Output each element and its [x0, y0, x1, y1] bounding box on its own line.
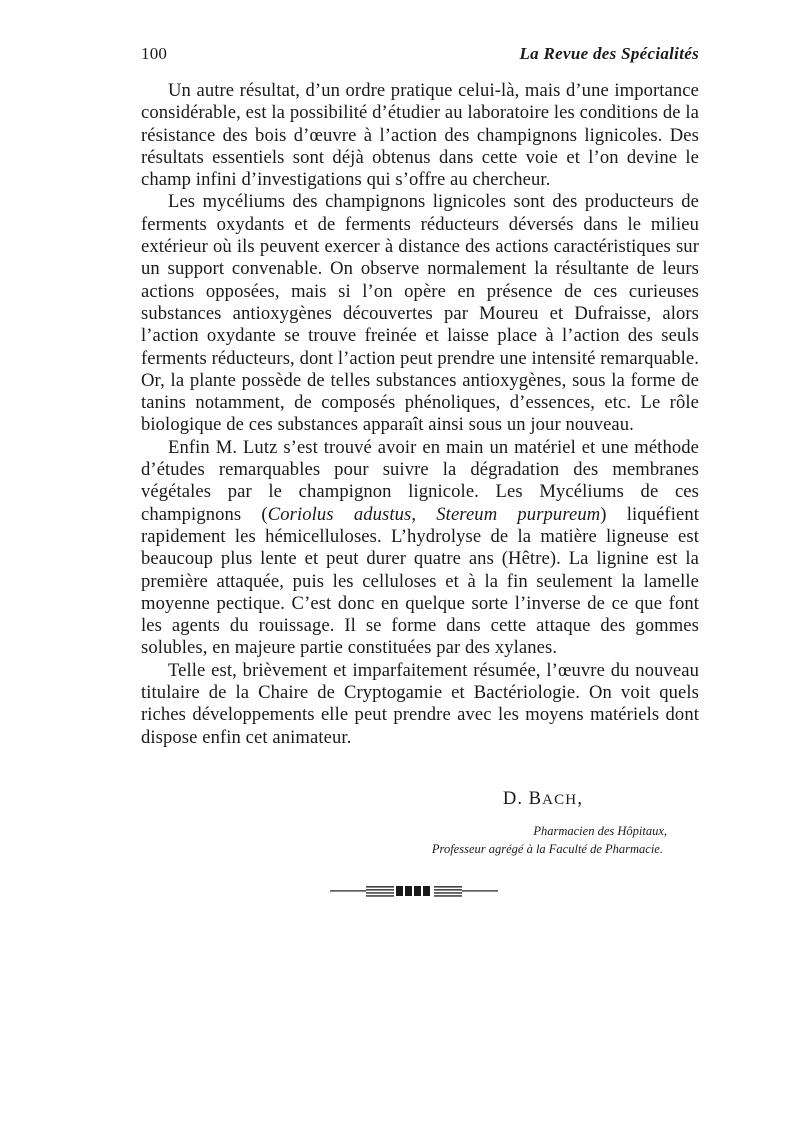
paragraph: Telle est, brièvement et imparfaitement résumée, l’œuvre du nouveau titulaire de la Chaire de Cryptogamie et Bactériologie. On voit quels riches développements elle peut prendre avec les moyens matériels dont dispose enfin cet animateur. — [141, 659, 699, 748]
paragraph-text: Enfin M. Lutz s’est trouvé avoir en main un matériel et une méthode d’études remarquables pour suivre la dégradation des membranes végétales par le champignon lignicole. Les Mycéliums de ces champignons ( — [141, 436, 699, 525]
signature-block — [141, 788, 699, 858]
species-name: Coriolus adustus — [267, 503, 412, 525]
running-title: La Revue des Spécialités — [519, 44, 699, 63]
author-name — [141, 788, 583, 810]
species-name: Stereum purpureum — [436, 503, 601, 525]
author-title: Professeur agrégé à la Faculté de Pharmacie. — [431, 842, 663, 856]
paragraph: Un autre résultat, d’un ordre pratique celui-là, mais d’une importance considérable, est la possibilité d’étudier au laboratoire les conditions de la résistance des bois d’œuvre à l’action des champignons lignicoles. Des résultats essentiels sont déjà obtenus dans cette voie et l’on devine le champ infini d’investigations qui s’offre au chercheur. — [141, 80, 699, 191]
author-punctuation: , — [577, 788, 583, 809]
paragraph — [141, 437, 699, 660]
author-surname: ACH — [542, 792, 578, 808]
page-header — [141, 44, 699, 68]
paragraph-text: ) liquéfient rapidement les hémicelluloses. L’hydrolyse de la matière ligneuse est beaucoup plus lente et peut durer quatre ans (Hêtre). La lignine est la première attaquée, puis les celluloses et à la fin seulement la lamelle moyenne pectique. C’est donc en quelque sorte l’inverse de ce que font les agents du rouissage. Il se forme dans cette attaque des gommes solubles, en majeure partie constituées par des xylanes. — [141, 503, 699, 659]
page-number: 100 — [141, 44, 168, 63]
article-body — [141, 80, 699, 749]
paragraph-text: , — [411, 503, 437, 525]
paragraph: Les mycéliums des champignons lignicoles sont des producteurs de ferments oxydants et de ferments réducteurs déversés dans le milieu extérieur où ils peuvent exercer à distance des actions caractéristiques sur un support convenable. On observe normalement la résultante de leurs actions opposées, mais si l’on opère en présence de ces curieuses substances antioxygènes découvertes par Moureu et Dufraisse, alors l’action oxydante se trouve freinée et laisse place à l’action des seuls ferments réducteurs, dont l’action peut prendre une intensité remarquable. Or, la plante possède de telles substances antioxygènes, sous la forme de tanins notamment, de composés phénoliques, d’essences, etc. Le rôle biologique de ces substances apparaît ainsi sous un jour nouveau. — [141, 191, 699, 436]
typographic-tailpiece-icon — [330, 884, 498, 898]
author-title: Pharmacien des Hôpitaux, — [533, 824, 667, 838]
author-initial: D. B — [502, 788, 543, 809]
